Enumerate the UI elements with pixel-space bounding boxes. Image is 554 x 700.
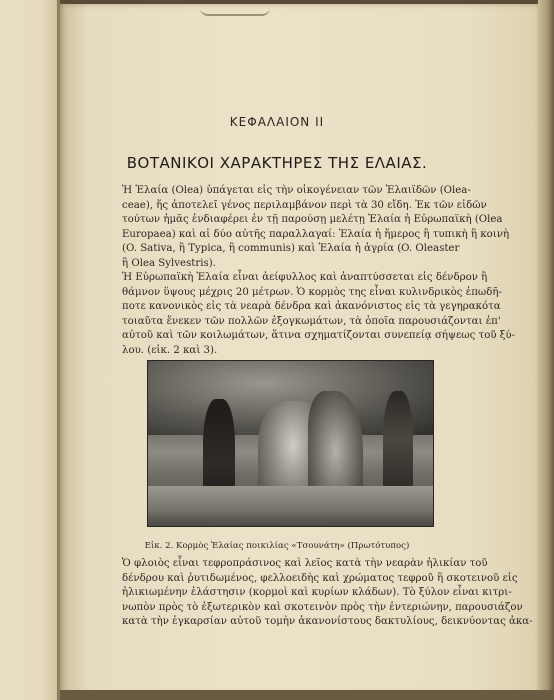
text-line: τοιαῦτα ἕνεκεν τῶν πολλῶν ἐξογκωμάτων, τὰ ὁποῖα παρουσιάζονται ἐπ' (122, 315, 501, 327)
text-line: ποτε κανονικὸς εἰς τὰ νεαρὰ δένδρα καὶ ἀκανόνιστος εἰς τὰ γεγηρακότα (122, 301, 501, 312)
text-line: τούτων ἡμᾶς ἐνδιαφέρει ἐν τῇ παρούσῃ μελέτῃ Ἐλαία ἡ Εὐρωπαϊκὴ (Olea (122, 214, 503, 225)
text-line: Europaea) καὶ αἱ δύο αὐτῆς παραλλαγαί: Ἐλαία ἡ ἥμερος ἢ τυπικὴ ἢ κοινὴ (122, 228, 510, 240)
text-line: δένδρου καὶ ῥυτιδωμένος, φελλοειδὴς καὶ χρώματος τεφροῦ ἢ σκοτεινοῦ εἰς (122, 572, 518, 584)
page-right-edge (538, 0, 554, 700)
text-line: Ἡ Εὐρωπαϊκὴ Ἐλαία εἶναι ἀείφυλλος καὶ ἀναπτύσσεται εἰς δένδρον ἢ (122, 272, 488, 283)
text-line: αὐτοῦ καὶ τῶν κοιλωμάτων, ἅτινα σχηματίζονται συνεπείᾳ σήψεως τοῦ ξύ- (122, 330, 516, 341)
page-bottom-edge (60, 690, 554, 700)
text-line: κατὰ τὴν ἐγκαρσίαν αὐτοῦ τομὴν ἀκανονίστους δακτυλίους, δεικνύοντας ἀκα- (122, 616, 533, 627)
figure-caption: Εἰκ. 2. Κορμὸς Ἐλαίας ποικιλίας «Τσουνάτη» (Πρωτότυπος) (144, 541, 410, 551)
text-line: ἢ Olea Sylvestris). (122, 257, 216, 269)
paragraph-1 (122, 184, 510, 271)
text-line: ceae), ἥς ἀποτελεῖ γένος περιλαμβάνον περὶ τὰ 30 εἴδη. Ἐκ τῶν εἰδῶν (122, 199, 487, 211)
text-line: Ὁ φλοιὸς εἶναι τεφροπράσινος καὶ λεῖος κατὰ τὴν νεαρὰν ἡλικίαν τοῦ (122, 558, 488, 569)
photo-ground (148, 486, 433, 526)
paragraph-2 (122, 271, 516, 358)
text-line: (O. Sativa, ἢ Typica, ἢ communis) καὶ Ἐλαία ἡ ἀγρία (O. Oleaster (122, 243, 460, 254)
binding-mark (200, 0, 270, 16)
paragraph-3 (122, 557, 533, 630)
text-line: Ἡ Ἐλαία (Olea) ὑπάγεται εἰς τὴν οἰκογένειαν τῶν Ἐλαιϊδῶν (Olea- (122, 185, 471, 196)
text-line: ἡλικιωμένην ἐλάστησιν (κορμοὶ καὶ κυρίων κλάδων). Τὸ ξύλον εἶναι κιτρι- (122, 587, 512, 598)
text-line: λου. (εἰκ. 2 καὶ 3). (122, 344, 218, 356)
chapter-heading: ΚΕΦΑΛΑΙΟΝ ΙΙ (229, 115, 325, 129)
text-line: νωπὸν πρὸς τὸ ἐξωτερικὸν καὶ σκοτεινὸν πρὸς τὴν ἐντεριώνην, παρουσιάζον (122, 601, 523, 613)
text-line: θάμνον ὕψους μέχρις 20 μέτρων. Ὁ κορμὸς της εἶναι κυλινδρικὸς ἐπωδῆ- (122, 286, 502, 298)
olive-trunk-photo (147, 360, 434, 527)
page-title: ΒΟΤΑΝΙΚΟΙ ΧΑΡΑΚΤΗΡΕΣ ΤΗΣ ΕΛΑΙΑΣ. (126, 154, 428, 172)
book-cover-left (0, 0, 60, 700)
